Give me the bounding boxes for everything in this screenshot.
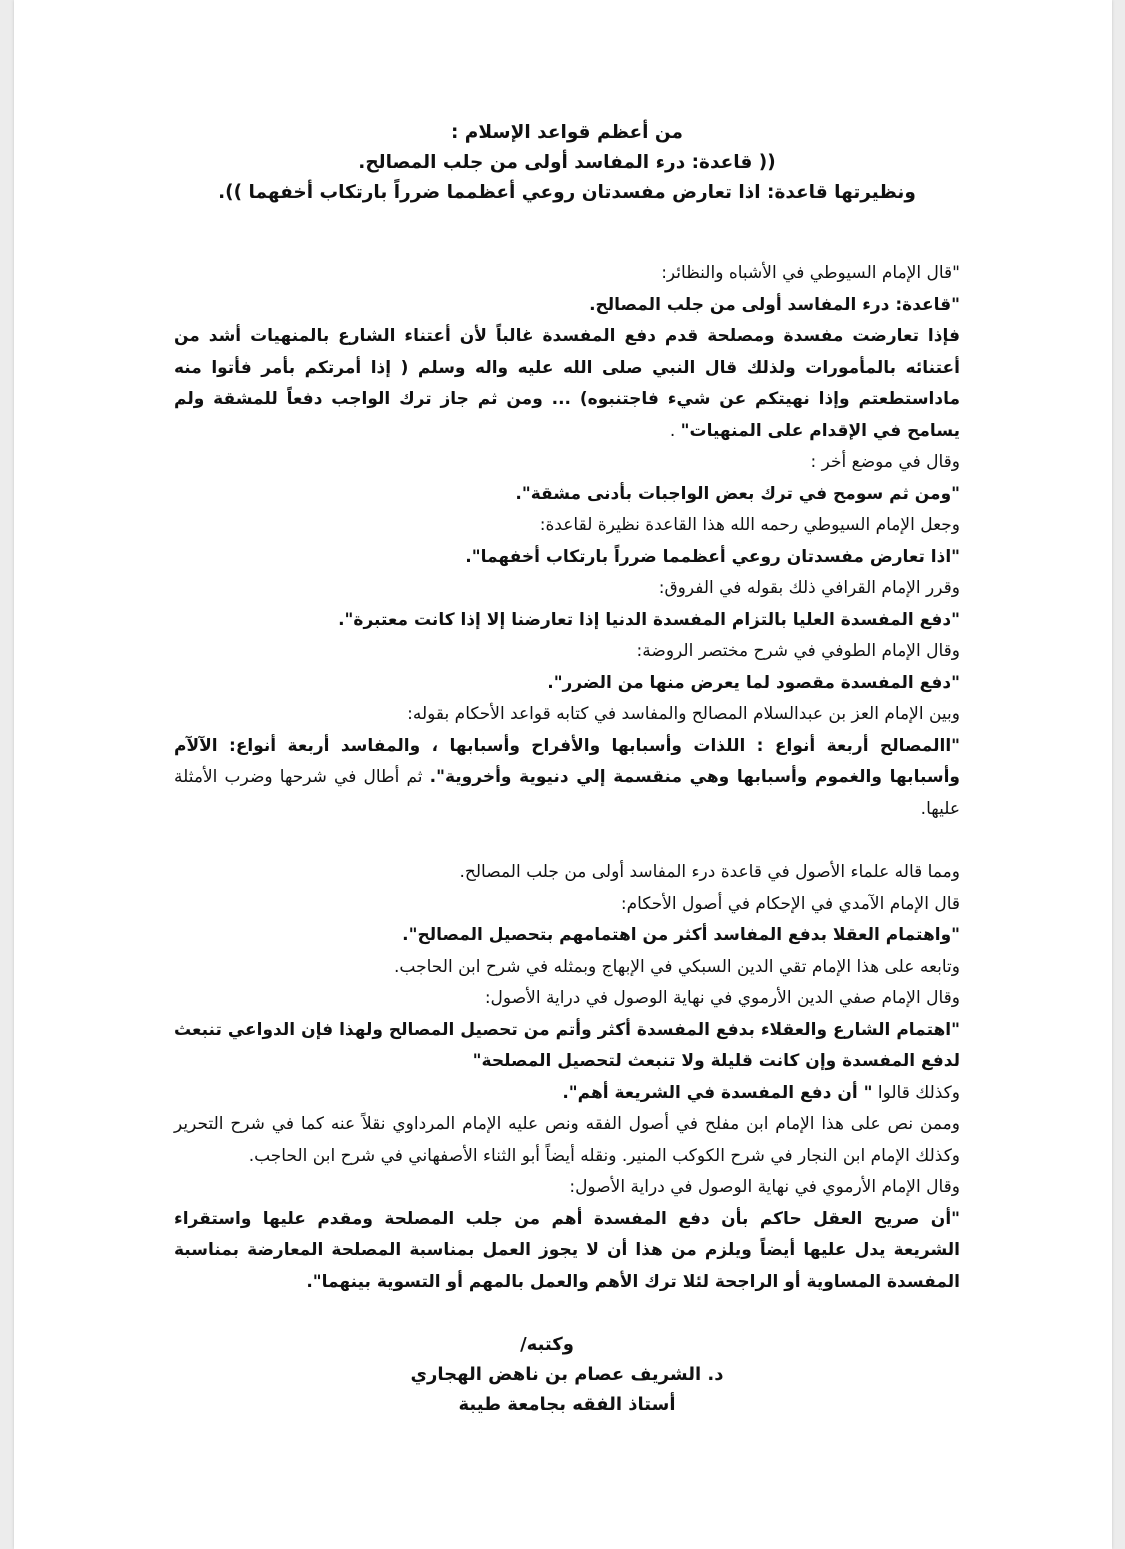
- quote-suyuti: فإذا تعارضت مفسدة ومصلحة قدم دفع المفسدة غالباً لأن أعتناء الشارع بالمنهيات أشد من أعتنائه بالمأمورات ولذلك قال النبي صلى الله عليه واله وسلم ( إذا أمرتكم بأمر فأتوا منه ماداستطعتم وإذا نهيتكم عن شيء فاجتنبوه) ... ومن ثم جاز ترك الواجب دفعاً للمشقة ولم يسامح في الإقدام على المنهيات": [174, 326, 960, 441]
- paragraph-izz-quote: [174, 731, 960, 826]
- paragraph-subki: وتابعه على هذا الإمام تقي الدين السبكي في الإبهاج وبمثله في شرح ابن الحاجب.: [394, 956, 960, 977]
- quote-qarafi: "دفع المفسدة العليا بالتزام المفسدة الدنيا إذا تعارضنا إلا إذا كانت معتبرة".: [338, 609, 960, 630]
- title-line-3: ونظيرتها قاعدة: اذا تعارض مفسدتان روعي أعظمما ضرراً بارتكاب أخفهما )).: [218, 182, 916, 203]
- quote-amidi: "واهتمام العقلا بدفع المفاسد أكثر من اهتمامهم بتحصيل المصالح".: [402, 925, 960, 945]
- quote-suyuti-tail: .: [669, 420, 681, 441]
- signature-block: [174, 1330, 960, 1420]
- document-page: [14, 0, 1112, 1549]
- paragraph-tufi: وقال الإمام الطوفي في شرح مختصر الروضة:: [636, 641, 960, 661]
- section-spacer: [174, 825, 960, 857]
- paragraph-suyuti-quote: [174, 321, 960, 447]
- title-line-2: (( قاعدة: درء المفاسد أولى من جلب المصالح.: [358, 152, 776, 173]
- quote-armawi: "اهتمام الشارع والعقلاء بدفع المفسدة أكثر وأتم من تحصيل المصالح ولهذا فإن الدواعي تنبعث لدفع المفسدة وإن كانت قليلة ولا تنبعث لتحصيل المصلحة": [174, 1019, 960, 1071]
- document-title: [174, 118, 960, 208]
- paragraph-armawi-2: وقال الإمام الأرموي في نهاية الوصول في دراية الأصول:: [569, 1177, 960, 1197]
- quote-sharia: " أن دفع المفسدة في الشريعة أهم".: [562, 1082, 873, 1103]
- quote-two-harms: "اذا تعارض مفسدتان روعي أعظمما ضرراً بارتكاب أخفهما".: [465, 546, 960, 567]
- paragraph-armawi: وقال الإمام صفي الدين الأرموي في نهاية الوصول في دراية الأصول:: [484, 988, 960, 1008]
- title-line-1: من أعظم قواعد الإسلام :: [450, 122, 684, 143]
- quote-hardship: "ومن ثم سومح في ترك بعض الواجبات بأدنى مشقة".: [515, 483, 960, 504]
- document-body: [174, 258, 960, 1298]
- signature-title: أستاذ الفقه بجامعة طيبة: [458, 1394, 676, 1415]
- paragraph-izz: وبين الإمام العز بن عبدالسلام المصالح والمفاسد في كتابه قواعد الأحكام بقوله:: [407, 704, 960, 724]
- signature-name: د. الشريف عصام بن ناهض الهجاري: [410, 1364, 724, 1385]
- paragraph-amidi: قال الإمام الآمدي في الإحكام في أصول الأحكام:: [620, 893, 960, 914]
- signature-written-by: وكتبه/: [520, 1334, 574, 1355]
- quote-izz: "االمصالح أربعة أنواع : اللذات وأسبابها والأفراح وأسبابها ، والمفاسد أربعة أنواع: الآلآم وأسبابها والغموم وأسبابها وهي منقسمة إلي دنيوية وأخروية".: [174, 735, 960, 787]
- paragraph-counterpart: وجعل الإمام السيوطي رحمه الله هذا القاعدة نظيرة لقاعدة:: [539, 515, 960, 535]
- paragraph-suyuti-intro: "قال الإمام السيوطي في الأشباه والنظائر:: [661, 263, 960, 283]
- document-content: [174, 118, 960, 1420]
- paragraph-they-said: [174, 1078, 960, 1110]
- paragraph-ibn-muflih: وممن نص على هذا الإمام ابن مفلح في أصول الفقه ونص عليه الإمام المرداوي نقلاً عنه كما في شرح التحرير وكذلك الإمام ابن النجار في شرح الكوكب المنير. ونقله أيضاً أبو الثناء الأصفهاني في شرح ابن الحاجب.: [174, 1114, 960, 1166]
- quote-tufi: "دفع المفسدة مقصود لما يعرض منها من الضرر".: [547, 672, 960, 693]
- quote-rule: "قاعدة: درء المفاسد أولى من جلب المصالح.: [589, 294, 960, 315]
- quote-izz-tail: ثم أطال في شرحها وضرب الأمثلة عليها.: [174, 767, 960, 819]
- quote-armawi-2: "أن صريح العقل حاكم بأن دفع المفسدة أهم من جلب المصلحة ومقدم عليها واستقراء الشريعة يدل عليها أيضاً ويلزم من هذا أن لا يجوز العمل بمناسبة المصلحة المعارضة بمناسبة المفسدة المساوية أو الراجحة لئلا ترك الأهم والعمل بالمهم أو التسوية بينهما".: [174, 1208, 960, 1292]
- they-said-text: وكذلك قالوا: [872, 1082, 960, 1103]
- paragraph-qarafi: وقرر الإمام القرافي ذلك بقوله في الفروق:: [658, 578, 960, 598]
- paragraph-another-place: وقال في موضع أخر :: [810, 452, 960, 472]
- paragraph-usul-scholars: ومما قاله علماء الأصول في قاعدة درء المفاسد أولى من جلب المصالح.: [459, 862, 960, 882]
